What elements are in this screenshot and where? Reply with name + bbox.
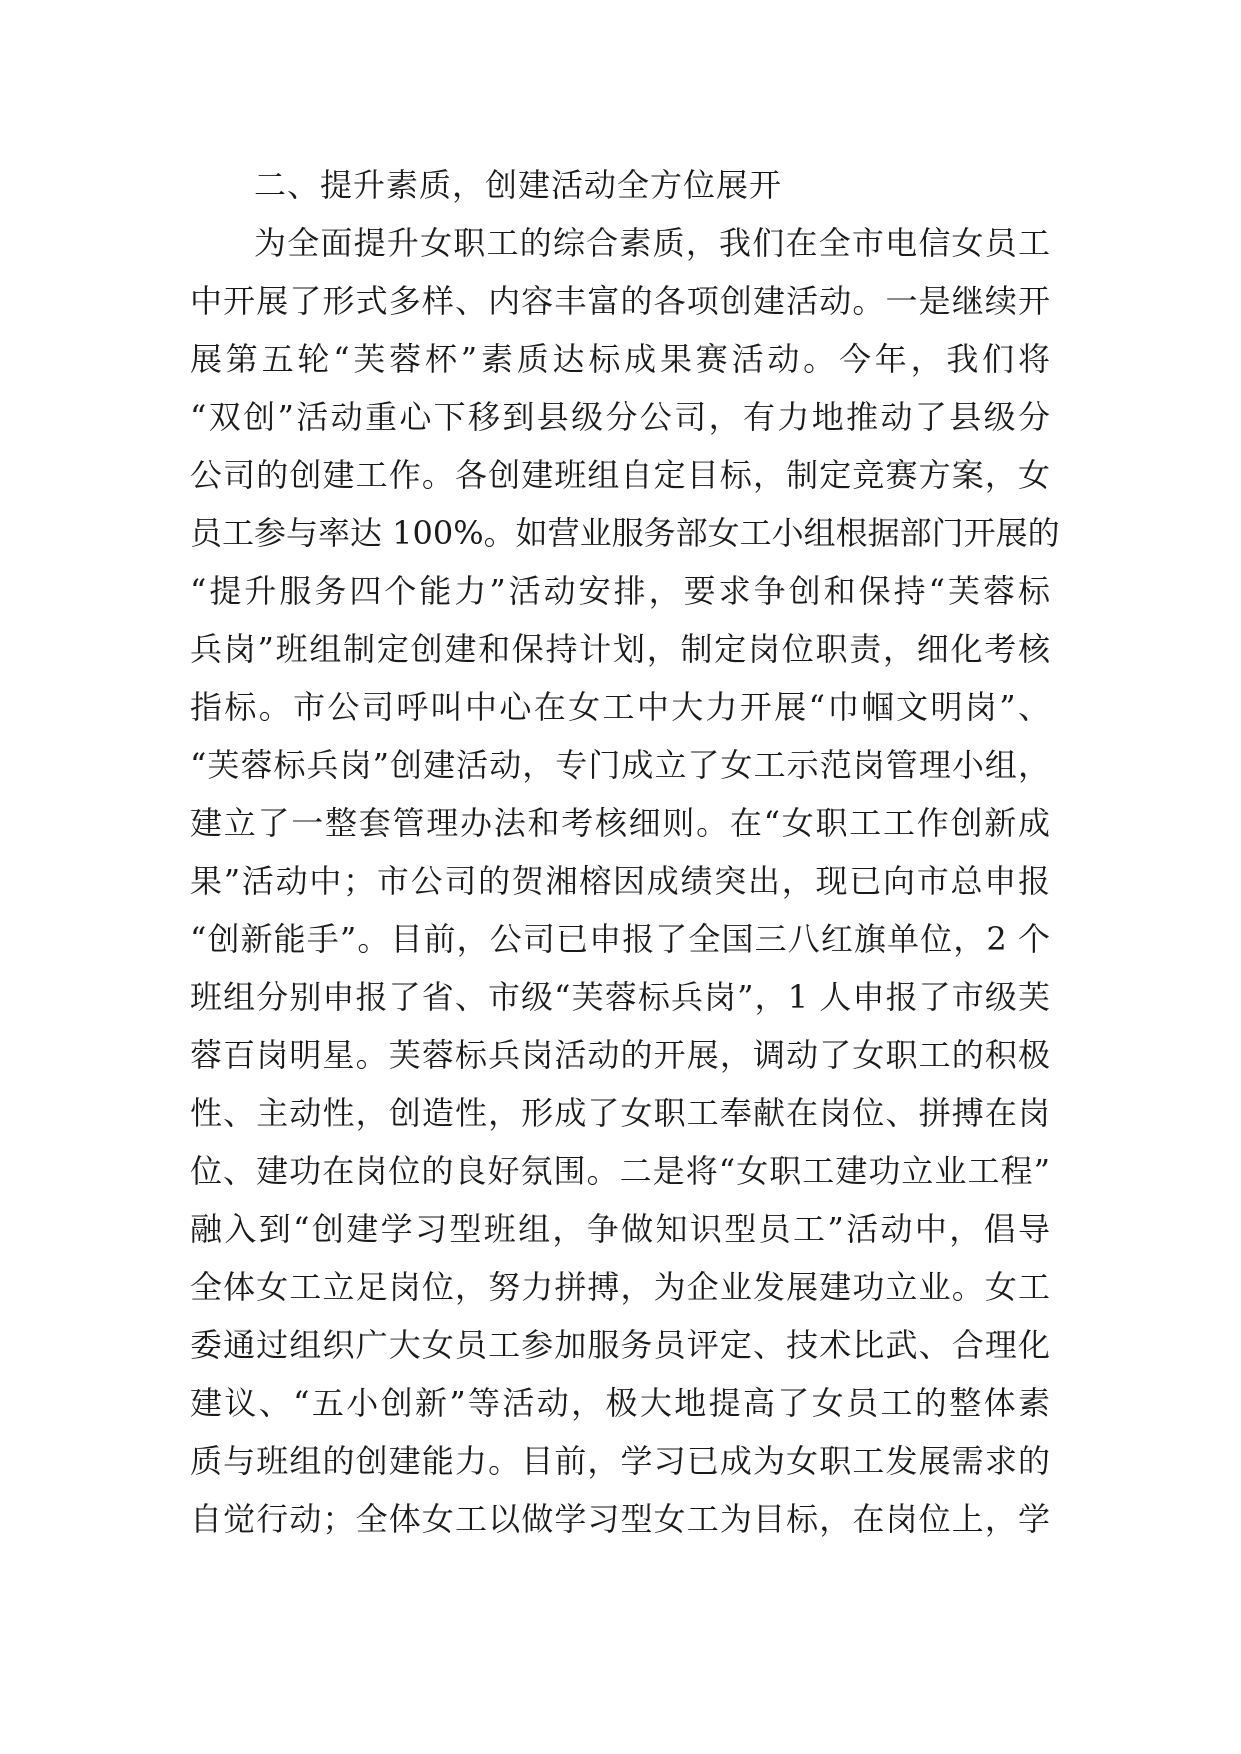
paragraph-line: 果”活动中；市公司的贺湘榕因成绩突出，现已向市总申报 — [190, 862, 1050, 900]
paragraph-line: 班组分别申报了省、市级“芙蓉标兵岗”，1 人申报了市级芙 — [190, 978, 1050, 1016]
paragraph-line: 建议、“五小创新”等活动，极大地提高了女员工的整体素 — [190, 1384, 1050, 1422]
paragraph-line: 委通过组织广大女员工参加服务员评定、技术比武、合理化 — [190, 1326, 1050, 1364]
paragraph-line: 全体女工立足岗位，努力拼搏，为企业发展建功立业。女工 — [190, 1268, 1050, 1306]
paragraph-line: 蓉百岗明星。芙蓉标兵岗活动的开展，调动了女职工的积极 — [190, 1036, 1050, 1074]
paragraph-line: 融入到“创建学习型班组，争做知识型员工”活动中，倡导 — [190, 1210, 1050, 1248]
paragraph-line: 为全面提升女职工的综合素质，我们在全市电信女员工 — [254, 224, 1050, 262]
paragraph-line: 兵岗”班组制定创建和保持计划，制定岗位职责，细化考核 — [190, 630, 1050, 668]
section-heading: 二、提升素质，创建活动全方位展开 — [254, 166, 783, 204]
paragraph-line: “双创”活动重心下移到县级分公司，有力地推动了县级分 — [190, 398, 1050, 436]
paragraph-line: 性、主动性，创造性，形成了女职工奉献在岗位、拼搏在岗 — [190, 1094, 1050, 1132]
paragraph-line: 员工参与率达 100%。如营业服务部女工小组根据部门开展的 — [190, 514, 1060, 552]
body-text — [190, 156, 1060, 1548]
paragraph-line: 中开展了形式多样、内容丰富的各项创建活动。一是继续开 — [190, 282, 1050, 320]
paragraph-line: 指标。市公司呼叫中心在女工中大力开展“巾帼文明岗”、 — [190, 688, 1050, 726]
paragraph-line: 建立了一整套管理办法和考核细则。在“女职工工作创新成 — [190, 804, 1050, 842]
paragraph-line: 质与班组的创建能力。目前，学习已成为女职工发展需求的 — [190, 1442, 1050, 1480]
paragraph-line: “芙蓉标兵岗”创建活动，专门成立了女工示范岗管理小组， — [190, 746, 1050, 784]
paragraph-line: “创新能手”。目前，公司已申报了全国三八红旗单位，2 个 — [190, 920, 1050, 958]
paragraph-line: 位、建功在岗位的良好氛围。二是将“女职工建功立业工程” — [190, 1152, 1050, 1190]
paragraph-line: 公司的创建工作。各创建班组自定目标，制定竞赛方案，女 — [190, 456, 1050, 494]
paragraph-line: 自觉行动；全体女工以做学习型女工为目标，在岗位上，学 — [190, 1500, 1050, 1538]
paragraph-line: “提升服务四个能力”活动安排，要求争创和保持“芙蓉标 — [190, 572, 1050, 610]
paragraph-line: 展第五轮“芙蓉杯”素质达标成果赛活动。今年，我们将 — [190, 340, 1050, 378]
